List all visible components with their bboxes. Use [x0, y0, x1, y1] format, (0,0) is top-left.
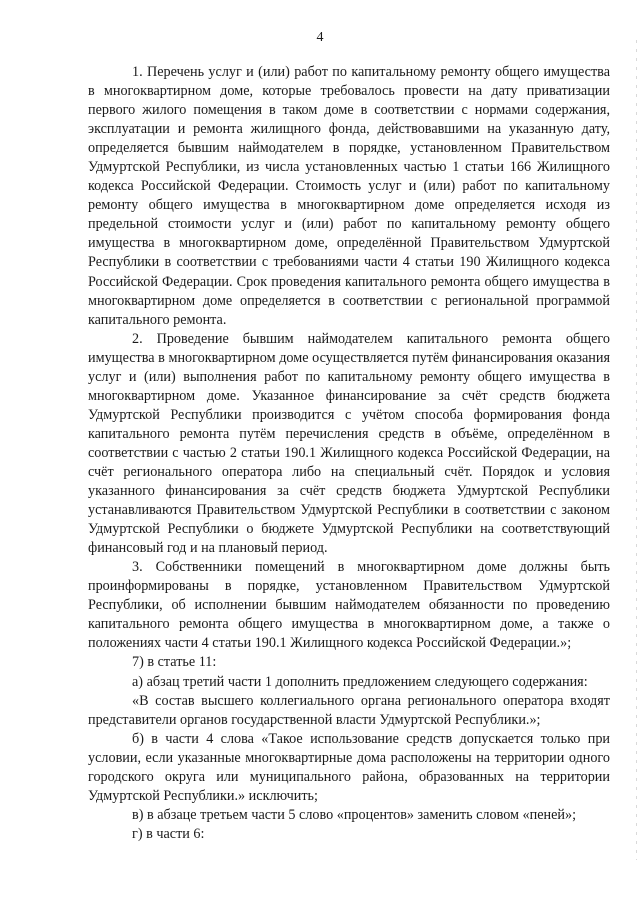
- paragraph-item-3: 3. Собственники помещений в многоквартирном доме должны быть проинформированы в порядке, установленном Правительством Удмуртской Республики, об исполнении бывшим наймодателем обязанности по проведению капитального ремонта общего имущества в многоквартирном доме, а также о положениях части 4 статьи 190.1 Жилищного кодекса Российской Федерации.»;: [88, 559, 610, 652]
- page-number: 4: [316, 30, 324, 45]
- paragraph-subitem-v: в) в абзаце третьем части 5 слово «процентов» заменить словом «пеней»;: [132, 806, 577, 823]
- paragraph-article-11: 7) в статье 11:: [132, 654, 217, 671]
- paragraph-subitem-g: г) в части 6:: [132, 825, 205, 842]
- scan-edge-mark: [636, 40, 637, 860]
- paragraph-subitem-b: б) в части 4 слова «Такое использование средств допускается только при условии, если указанные многоквартирные дома расположены на территории одного городского округа или муниципального района, образованных на территории Удмуртской Республики.» исключить;: [88, 730, 610, 804]
- paragraph-quote: «В состав высшего коллегиального органа регионального оператора входят представители органов государственной власти Удмуртской Республики.»;: [88, 692, 610, 728]
- paragraph-subitem-a: а) абзац третий части 1 дополнить предложением следующего содержания:: [132, 673, 588, 690]
- document-body: [88, 63, 610, 844]
- paragraph-item-1: 1. Перечень услуг и (или) работ по капитальному ремонту общего имущества в многоквартирном доме, которые требовалось провести на дату приватизации первого жилого помещения в таком доме в соответствии с нормами содержания, эксплуатации и ремонта жилищного фонда, действовавшими на указанную дату, определяется бывшим наймодателем в порядке, установленном Правительством Удмуртской Республики, из числа установленных частью 1 статьи 166 Жилищного кодекса Российской Федерации. Стоимость услуг и (или) работ по капитальному ремонту общего имущества в многоквартирном доме определяется исходя из предельной стоимости услуг и (или) работ по капитальному ремонту общего имущества в многоквартирном доме, определённой Правительством Удмуртской Республики в соответствии с требованиями части 4 статьи 190 Жилищного кодекса Российской Федерации. Срок проведения капитального ремонта общего имущества в многоквартирном доме определяется в соответствии с региональной программой капитального ремонта.: [88, 64, 610, 328]
- paragraph-item-2: 2. Проведение бывшим наймодателем капитального ремонта общего имущества в многоквартирном доме осуществляется путём финансирования оказания услуг и (или) выполнения работ по капитальному ремонту общего имущества в многоквартирном доме. Указанное финансирование за счёт средств бюджета Удмуртской Республики производится с учётом способа формирования фонда капитального ремонта путём перечисления средств в объёме, определённом в соответствии с частью 2 статьи 190.1 Жилищного кодекса Российской Федерации, на счёт регионального оператора либо на специальный счёт. Порядок и условия указанного финансирования за счёт средств бюджета Удмуртской Республики устанавливаются Правительством Удмуртской Республики в соответствии с законом Удмуртской Республики о бюджете Удмуртской Республики на соответствующий финансовый год и на плановый период.: [88, 330, 610, 557]
